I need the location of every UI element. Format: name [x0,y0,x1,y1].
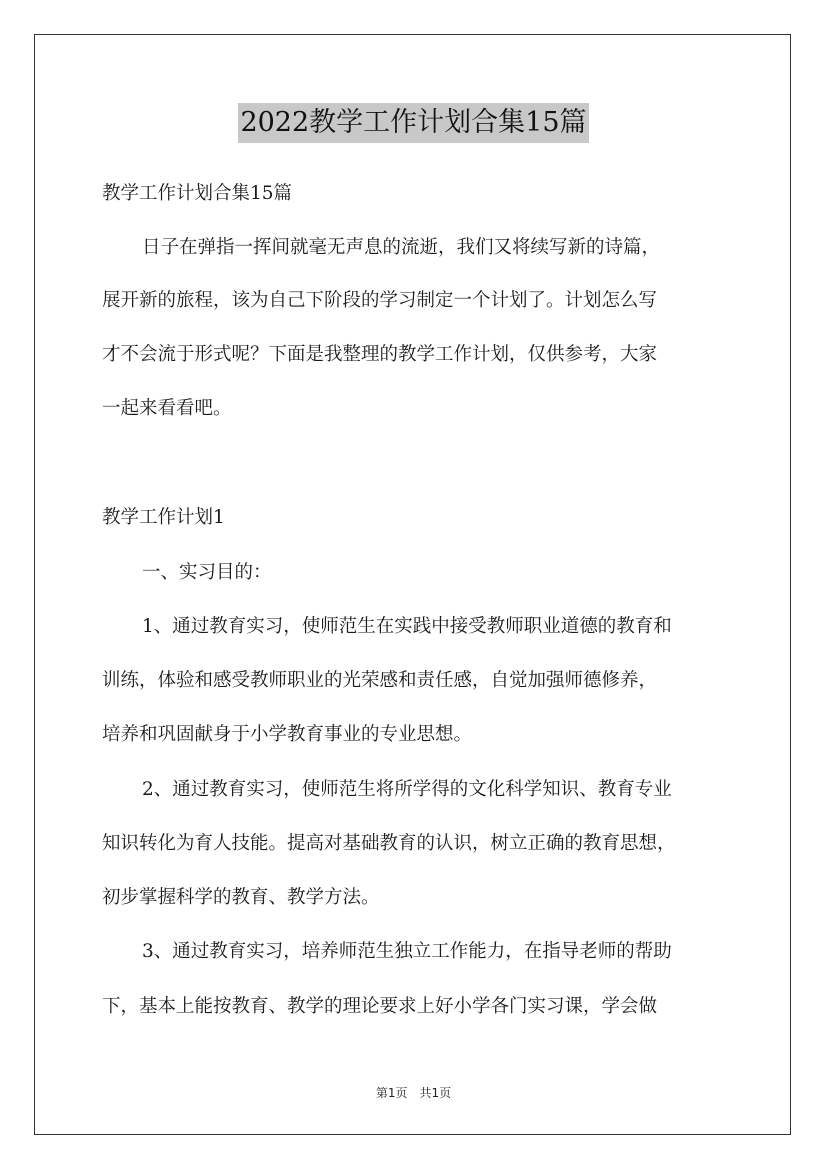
paragraph1-line-1: 1、通过教育实习，使师范生在实践中接受教师职业道德的教育和 [142,616,672,637]
section-subheading: 一、实习目的： [142,562,272,583]
paragraph1-line-2: 训练，体验和感受教师职业的光荣感和责任感，自觉加强师德修养， [102,670,658,691]
title-container [0,103,827,143]
intro-line-4: 一起来看看吧。 [102,398,232,419]
paragraph1-line-3: 培养和巩固献身于小学教育事业的专业思想。 [102,724,473,745]
page-footer [0,1085,827,1101]
page-number-label: 第1页 共1页 [375,1086,452,1100]
paragraph2-line-1: 2、通过教育实习，使师范生将所学得的文化科学知识、教育专业 [142,779,672,800]
intro-line-3: 才不会流于形式呢？下面是我整理的教学工作计划，仅供参考，大家 [102,344,658,365]
paragraph3-line-1: 3、通过教育实习，培养师范生独立工作能力，在指导老师的帮助 [142,941,672,962]
paragraph2-line-3: 初步掌握科学的教育、教学方法。 [102,887,380,908]
intro-line-1: 日子在弹指一挥间就毫无声息的流逝，我们又将续写新的诗篇， [142,237,661,258]
intro-line-2: 展开新的旅程，该为自己下阶段的学习制定一个计划了。计划怎么写 [102,290,658,311]
document-title: 2022教学工作计划合集15篇 [238,103,588,143]
section-heading: 教学工作计划1 [102,507,225,528]
paragraph2-line-2: 知识转化为育人技能。提高对基础教育的认识，树立正确的教育思想， [102,833,676,854]
subtitle: 教学工作计划合集15篇 [102,183,293,204]
paragraph3-line-2: 下，基本上能按教育、教学的理论要求上好小学各门实习课，学会做 [102,996,658,1017]
